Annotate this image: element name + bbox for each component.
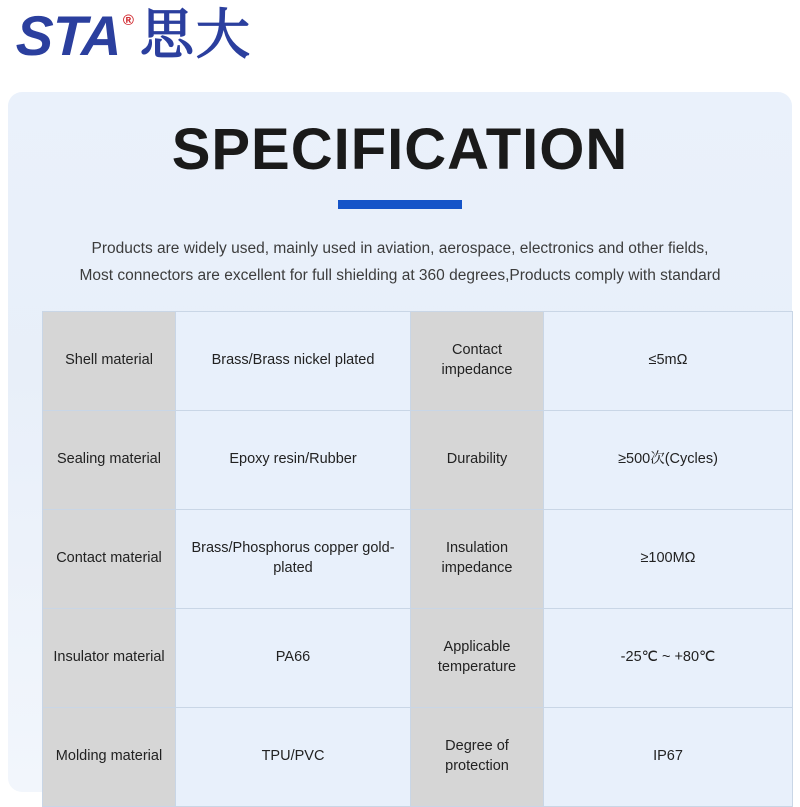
specification-table	[42, 311, 793, 807]
row-label-2: Durability	[411, 411, 544, 510]
row-label-2: Insulation impedance	[411, 510, 544, 609]
row-value-2: IP67	[544, 708, 793, 807]
table-row	[43, 708, 793, 807]
intro-paragraph	[8, 235, 792, 289]
row-value-1: Brass/Phosphorus copper gold-plated	[176, 510, 411, 609]
company-logo	[14, 3, 252, 67]
row-label-2: Contact impedance	[411, 312, 544, 411]
row-value-1: TPU/PVC	[176, 708, 411, 807]
row-label-1: Contact material	[43, 510, 176, 609]
row-label-1: Shell material	[43, 312, 176, 411]
title-underline-rule	[338, 200, 462, 209]
table-row	[43, 312, 793, 411]
row-value-2: ≤5mΩ	[544, 312, 793, 411]
row-value-2: ≥100MΩ	[544, 510, 793, 609]
spec-table-wrapper	[42, 311, 758, 807]
row-value-2: -25℃ ~ +80℃	[544, 609, 793, 708]
page-title: SPECIFICATION	[171, 117, 629, 182]
row-label-1: Insulator material	[43, 609, 176, 708]
row-value-1: Brass/Brass nickel plated	[176, 312, 411, 411]
registered-trademark-icon: ®	[122, 12, 134, 29]
table-row	[43, 411, 793, 510]
intro-line-1: Products are widely used, mainly used in aviation, aerospace, electronics and other fields,	[91, 239, 709, 257]
row-label-2: Degree of protection	[411, 708, 544, 807]
row-label-1: Sealing material	[43, 411, 176, 510]
row-value-1: PA66	[176, 609, 411, 708]
intro-line-2: Most connectors are excellent for full shielding at 360 degrees,Products comply with standard	[79, 266, 721, 284]
row-value-2: ≥500次(Cycles)	[544, 411, 793, 510]
specification-card	[8, 92, 792, 792]
logo-brand-text: STA	[14, 4, 122, 67]
table-row	[43, 510, 793, 609]
row-value-1: Epoxy resin/Rubber	[176, 411, 411, 510]
logo-header	[0, 0, 800, 92]
table-row	[43, 609, 793, 708]
row-label-1: Molding material	[43, 708, 176, 807]
logo-chinese-text: 思大	[139, 3, 252, 66]
row-label-2: Applicable temperature	[411, 609, 544, 708]
